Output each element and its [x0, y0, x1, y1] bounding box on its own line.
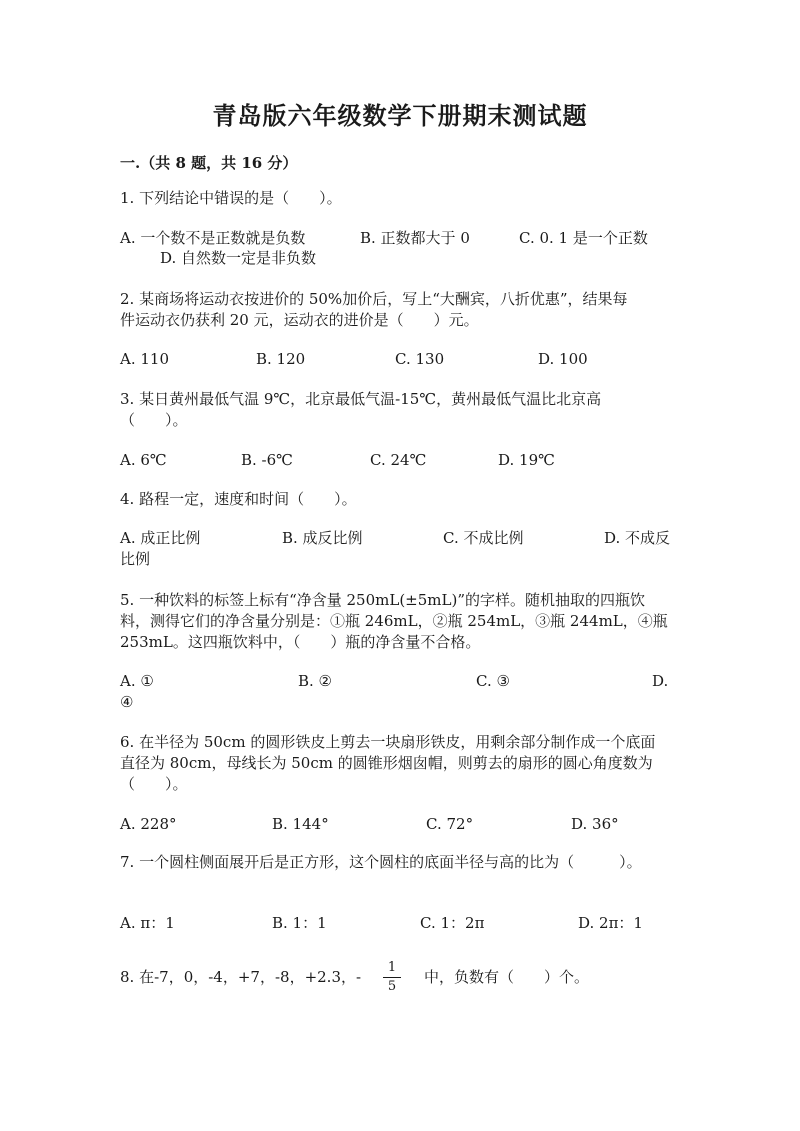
question-4-text: 4. 路程一定，速度和时间（ ）。 [120, 490, 357, 508]
question-7-option-c: C. 1：2π [420, 914, 485, 932]
question-2-option-b: B. 120 [256, 350, 306, 368]
question-1-option-b: B. 正数都大于 0 [360, 229, 470, 247]
question-1-text: 1. 下列结论中错误的是（ ）。 [120, 189, 342, 207]
question-3-text-line2: （ ）。 [120, 411, 188, 429]
question-6-text-line1: 6. 在半径为 50cm 的圆形铁皮上剪去一块扇形铁皮，用剩余部分制作成一个底面 [120, 733, 656, 751]
question-2-option-a: A. 110 [120, 350, 169, 368]
fraction-numerator: 1 [383, 960, 401, 978]
question-5-text-line2: 料，测得它们的净含量分别是：①瓶 246mL，②瓶 254mL，③瓶 244mL，④瓶 [120, 612, 668, 630]
question-7-option-d: D. 2π：1 [578, 914, 643, 932]
question-4-option-a: A. 成正比例 [120, 529, 201, 547]
question-6-option-b: B. 144° [272, 815, 329, 833]
question-2-option-c: C. 130 [395, 350, 445, 368]
question-6-text-line3: （ ）。 [120, 775, 188, 793]
question-4-option-c: C. 不成比例 [443, 529, 524, 547]
question-1-option-c: C. 0. 1 是一个正数 [519, 229, 648, 247]
question-3-option-b: B. -6℃ [241, 451, 293, 469]
fraction-denominator: 5 [387, 979, 397, 994]
page-title: 青岛版六年级数学下册期末测试题 [212, 101, 588, 130]
fraction [383, 960, 401, 995]
question-5-option-d: D. [652, 672, 669, 690]
question-6-option-d: D. 36° [571, 815, 619, 833]
question-2-text-line1: 2. 某商场将运动衣按进价的 50%加价后，写上“大酬宾，八折优惠”，结果每 [120, 290, 628, 308]
question-4-option-b: B. 成反比例 [282, 529, 363, 547]
question-4-option-d-wrap: 比例 [120, 550, 151, 568]
question-3-text-line1: 3. 某日黄州最低气温 9℃，北京最低气温-15℃，黄州最低气温比北京高 [120, 390, 602, 408]
question-8-text-end: 中，负数有（ ）个。 [424, 968, 590, 986]
question-2-text-line2: 件运动衣仍获利 20 元，运动衣的进价是（ ）元。 [120, 311, 479, 329]
question-5-option-b: B. ② [298, 672, 333, 690]
question-5-option-a: A. ① [120, 672, 154, 690]
question-8-text-start: 8. 在-7，0，-4，+7，-8，+2.3，- [120, 968, 362, 986]
question-6-option-c: C. 72° [426, 815, 474, 833]
question-7-option-b: B. 1：1 [272, 914, 327, 932]
question-7-text: 7. 一个圆柱侧面展开后是正方形，这个圆柱的底面半径与高的比为（ ）。 [120, 853, 642, 871]
question-5-option-c: C. ③ [476, 672, 510, 690]
question-3-option-a: A. 6℃ [120, 451, 167, 469]
question-3-option-c: C. 24℃ [370, 451, 427, 469]
question-5-text-line3: 253mL。这四瓶饮料中，（ ）瓶的净含量不合格。 [120, 633, 481, 651]
question-6-option-a: A. 228° [120, 815, 177, 833]
question-4-option-d: D. 不成反 [604, 529, 671, 547]
question-5-text-line1: 5. 一种饮料的标签上标有“净含量 250mL(±5mL)”的字样。随机抽取的四瓶饮 [120, 591, 646, 609]
question-5-option-d-wrap: ④ [120, 693, 134, 711]
question-7-option-a: A. π：1 [120, 914, 175, 932]
question-1-option-d: D. 自然数一定是非负数 [160, 249, 317, 267]
question-1-option-a: A. 一个数不是正数就是负数 [120, 229, 306, 247]
question-6-text-line2: 直径为 80cm，母线长为 50cm 的圆锥形烟囱帽，则剪去的扇形的圆心角度数为 [120, 754, 653, 772]
section-heading: 一.（共 8 题，共 16 分） [120, 154, 298, 172]
question-3-option-d: D. 19℃ [498, 451, 555, 469]
question-2-option-d: D. 100 [538, 350, 588, 368]
